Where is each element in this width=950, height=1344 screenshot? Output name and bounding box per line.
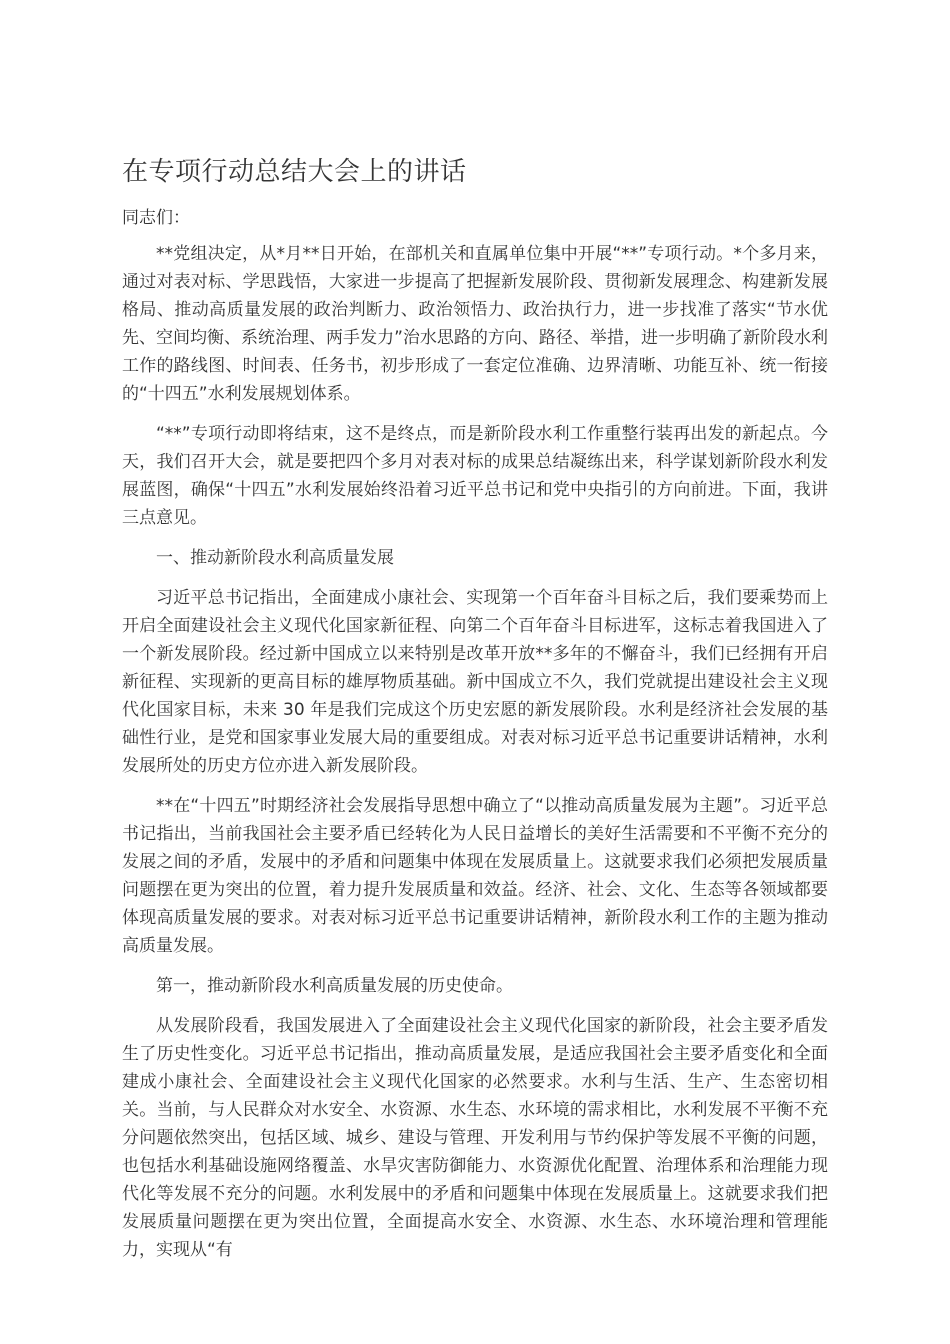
salutation: 同志们： (122, 208, 190, 228)
subsection-heading-1: 第一，推动新阶段水利高质量发展的历史使命。 (156, 976, 513, 996)
paragraph-4: **在“十四五”时期经济社会发展指导思想中确立了“以推动高质量发展为主题”。习近平总书记指出，当前我国社会主要矛盾已经转化为人民日益增长的美好生活需要和不平衡不充分的发展之间的矛盾，发展中的矛盾和问题集中体现在发展质量上。这就要求我们必须把发展质量问题摆在更为突出的位置，着力提升发展质量和效益。经济、社会、文化、生态等各领域都要体现高质量发展的要求。对表对标习近平总书记重要讲话精神，新阶段水利工作的主题为推动高质量发展。 (122, 796, 828, 956)
section-heading-1: 一、推动新阶段水利高质量发展 (156, 548, 394, 568)
document-body (122, 150, 828, 1276)
paragraph-3: 习近平总书记指出，全面建成小康社会、实现第一个百年奋斗目标之后，我们要乘势而上开启全面建设社会主义现代化国家新征程、向第二个百年奋斗目标进军，这标志着我国进入了一个新发展阶段。经过新中国成立以来特别是改革开放**多年的不懈奋斗，我们已经拥有开启新征程、实现新的更高目标的雄厚物质基础。新中国成立不久，我们党就提出建设社会主义现代化国家目标，未来 30 年是我们完成这个历史宏愿的新发展阶段。水利是经济社会发展的基础性行业，是党和国家事业发展大局的重要组成。对表对标习近平总书记重要讲话精神，水利发展所处的历史方位亦进入新发展阶段。 (122, 588, 828, 776)
document-title: 在专项行动总结大会上的讲话 (122, 157, 467, 187)
paragraph-1: **党组决定，从*月**日开始，在部机关和直属单位集中开展“**”专项行动。*个多月来，通过对表对标、学思践悟，大家进一步提高了把握新发展阶段、贯彻新发展理念、构建新发展格局、推动高质量发展的政治判断力、政治领悟力、政治执行力，进一步找准了落实“节水优先、空间均衡、系统治理、两手发力”治水思路的方向、路径、举措，进一步明确了新阶段水利工作的路线图、时间表、任务书，初步形成了一套定位准确、边界清晰、功能互补、统一衔接的“十四五”水利发展规划体系。 (122, 244, 828, 404)
paragraph-5: 从发展阶段看，我国发展进入了全面建设社会主义现代化国家的新阶段，社会主要矛盾发生了历史性变化。习近平总书记指出，推动高质量发展，是适应我国社会主要矛盾变化和全面建成小康社会、全面建设社会主义现代化国家的必然要求。水利与生活、生产、生态密切相关。当前，与人民群众对水安全、水资源、水生态、水环境的需求相比，水利发展不平衡不充分问题依然突出，包括区域、城乡、建设与管理、开发利用与节约保护等发展不平衡的问题，也包括水利基础设施网络覆盖、水旱灾害防御能力、水资源优化配置、治理体系和治理能力现代化等发展不充分的问题。水利发展中的矛盾和问题集中体现在发展质量上。这就要求我们把发展质量问题摆在更为突出位置，全面提高水安全、水资源、水生态、水环境治理和管理能力，实现从“有 (122, 1016, 828, 1260)
paragraph-2: “**”专项行动即将结束，这不是终点，而是新阶段水利工作重整行装再出发的新起点。今天，我们召开大会，就是要把四个多月对表对标的成果总结凝练出来，科学谋划新阶段水利发展蓝图，确保“十四五”水利发展始终沿着习近平总书记和党中央指引的方向前进。下面，我讲三点意见。 (122, 424, 828, 528)
